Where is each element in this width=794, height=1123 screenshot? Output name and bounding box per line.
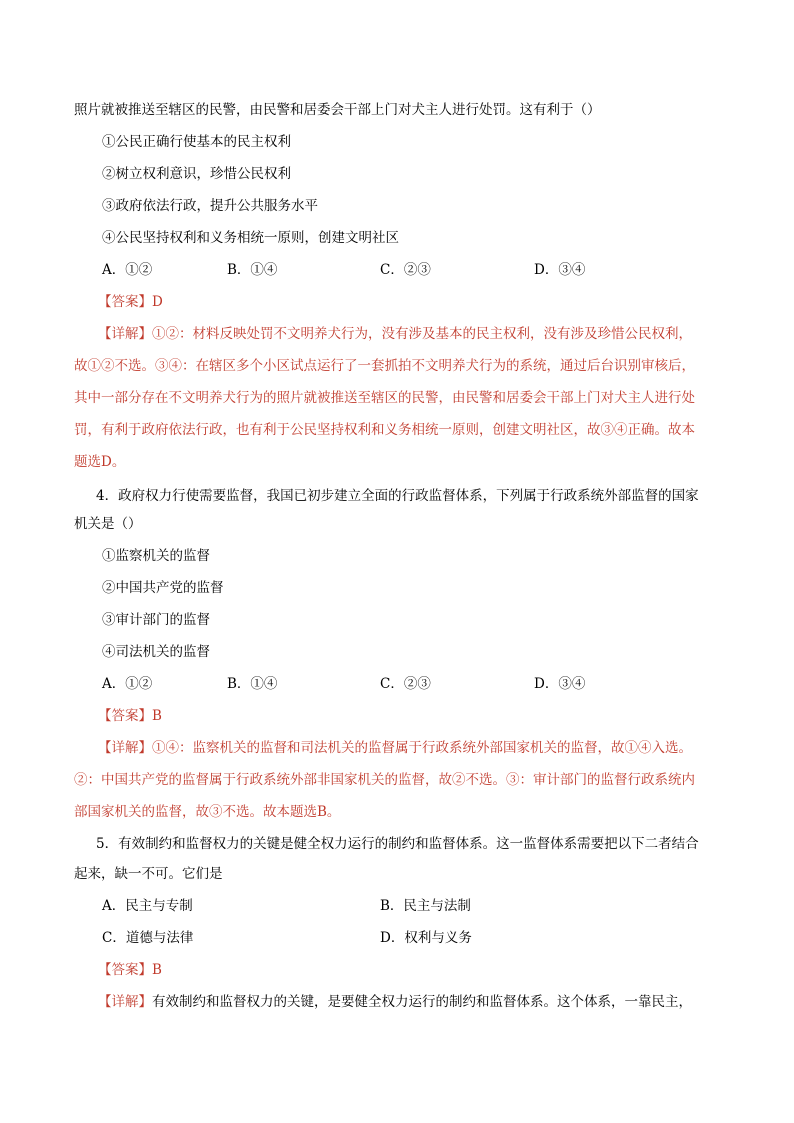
q4-detail-line-3: 部国家机关的监督，故③不选。故本题选B。 — [74, 804, 341, 820]
q4-detail-line-2: ②：中国共产党的监督属于行政系统外部非国家机关的监督，故②不选。③：审计部门的监督行政系统内 — [74, 772, 695, 788]
q5-answer — [98, 960, 162, 980]
answer-tag: 【答案】 — [98, 962, 152, 978]
q4-item-3: ③审计部门的监督 — [102, 612, 210, 628]
q3-item-2: ②树立权利意识，珍惜公民权利 — [102, 166, 291, 182]
q3-item-4: ④公民坚持权利和义务相统一原则，创建文明社区 — [102, 230, 399, 246]
q4-stem-line-2: 机关是（） — [74, 516, 142, 532]
q4-stem-line-1: 4．政府权力行使需要监督，我国已初步建立全面的行政监督体系，下列属于行政系统外部监督的国家 — [96, 488, 699, 504]
q3-option-b: B．①④ — [227, 262, 278, 278]
q3-detail-line-5: 题选D。 — [74, 454, 126, 470]
q3-detail-line-3: 其中一部分存在不文明养犬行为的照片就被推送至辖区的民警，由民警和居委会干部上门对犬主人进行处 — [74, 390, 695, 406]
q3-option-d: D．③④ — [534, 262, 586, 278]
q3-option-a: A．①② — [102, 262, 153, 278]
q3-option-c: C．②③ — [380, 262, 431, 278]
q4-answer — [98, 706, 162, 726]
q5-stem-line-2: 起来，缺一不可。它们是 — [74, 866, 223, 882]
q3-item-1: ①公民正确行使基本的民主权利 — [102, 134, 291, 150]
answer-tag: 【答案】 — [98, 294, 152, 310]
detail-tag: 【详解】 — [98, 740, 152, 756]
detail-text: 有效制约和监督权力的关键，是要健全权力运行的制约和监督体系。这个体系，一靠民主， — [152, 994, 692, 1010]
q5-detail-line-1 — [98, 992, 692, 1012]
q3-detail-line-1 — [98, 324, 692, 344]
detail-text: ①②：材料反映处罚不文明养犬行为，没有涉及基本的民主权利，没有涉及珍惜公民权利， — [152, 326, 692, 342]
detail-tag: 【详解】 — [98, 994, 152, 1010]
detail-text: ①④：监察机关的监督和司法机关的监督属于行政系统外部国家机关的监督，故①④入选。 — [152, 740, 692, 756]
answer-value: B — [152, 962, 162, 978]
detail-tag: 【详解】 — [98, 326, 152, 342]
q4-option-d: D．③④ — [534, 676, 586, 692]
q4-item-4: ④司法机关的监督 — [102, 644, 210, 660]
q3-detail-line-4: 罚，有利于政府依法行政，也有利于公民坚持权利和义务相统一原则，创建文明社区，故③④正确。故本 — [74, 422, 695, 438]
q4-option-b: B．①④ — [227, 676, 278, 692]
q3-item-3: ③政府依法行政，提升公共服务水平 — [102, 198, 318, 214]
q3-answer — [98, 292, 163, 312]
q4-option-c: C．②③ — [380, 676, 431, 692]
q4-detail-line-1 — [98, 738, 692, 758]
q5-option-a: A．民主与专制 — [102, 898, 193, 914]
q5-option-b: B．民主与法制 — [380, 898, 471, 914]
answer-value: B — [152, 708, 162, 724]
q4-item-1: ①监察机关的监督 — [102, 548, 210, 564]
q5-option-d: D．权利与义务 — [380, 930, 472, 946]
q4-option-a: A．①② — [102, 676, 153, 692]
q5-stem-line-1: 5．有效制约和监督权力的关键是健全权力运行的制约和监督体系。这一监督体系需要把以下二者结合 — [96, 836, 699, 852]
answer-value: D — [152, 294, 163, 310]
answer-tag: 【答案】 — [98, 708, 152, 724]
q5-option-c: C．道德与法律 — [102, 930, 194, 946]
q4-item-2: ②中国共产党的监督 — [102, 580, 224, 596]
q3-detail-line-2: 故①②不选。③④：在辖区多个小区试点运行了一套抓拍不文明养犬行为的系统，通过后台识别审核后， — [74, 358, 695, 374]
q3-stem: 照片就被推送至辖区的民警，由民警和居委会干部上门对犬主人进行处罚。这有利于（） — [74, 102, 601, 118]
